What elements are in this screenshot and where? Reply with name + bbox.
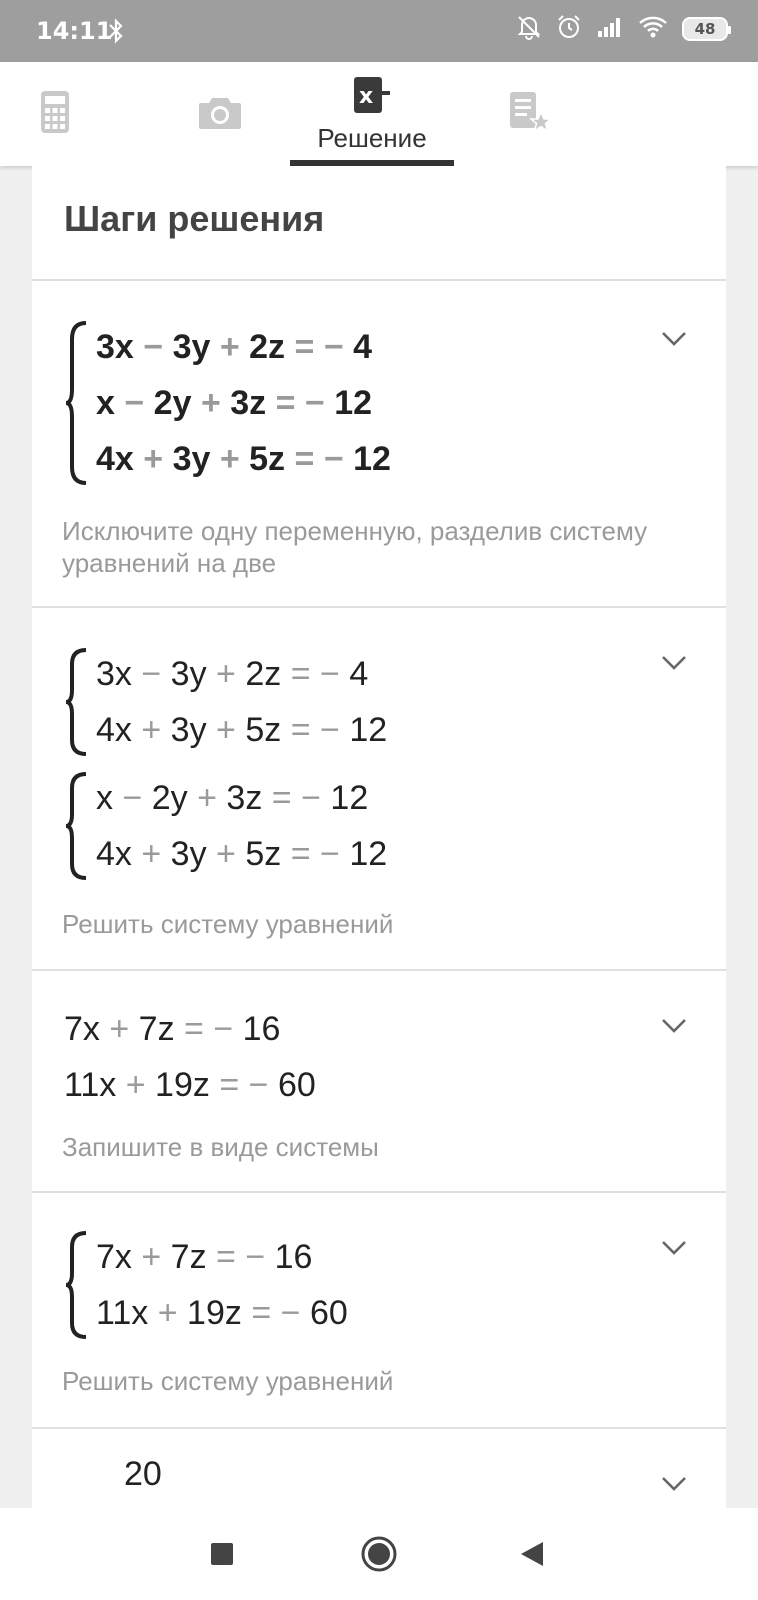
- tab-camera[interactable]: [180, 62, 260, 166]
- bluetooth-icon: [108, 18, 124, 48]
- recents-icon: [209, 1541, 235, 1567]
- brace-icon: [64, 1229, 90, 1341]
- solution-steps-panel: [32, 166, 726, 1508]
- status-time: 14:11: [36, 17, 113, 45]
- chevron-down-icon[interactable]: [660, 324, 688, 352]
- equation: x − 2y + 3z = − 12: [96, 384, 373, 422]
- equation: x − 2y + 3z = − 12: [96, 779, 369, 817]
- brace-icon: [64, 770, 90, 882]
- equation: 4x + 3y + 5z = − 12: [96, 440, 391, 478]
- solution-step[interactable]: [32, 281, 726, 608]
- back-button[interactable]: [512, 1534, 552, 1574]
- step-description: Запишите в виде системы: [62, 1132, 379, 1162]
- equation-system: [64, 770, 387, 882]
- solution-step[interactable]: [32, 1193, 726, 1429]
- panel-header: [32, 166, 726, 281]
- home-button[interactable]: [359, 1534, 399, 1574]
- tab-solution[interactable]: [290, 62, 454, 166]
- back-icon: [519, 1540, 545, 1568]
- brace-icon: [64, 319, 90, 487]
- bookmarks-icon: [508, 90, 552, 138]
- equation-partial: 20: [124, 1455, 162, 1493]
- step-description: Исключите одну переменную, разделив систему уравнений на две: [62, 516, 648, 578]
- alarm-icon: [556, 14, 582, 44]
- battery-icon: 48: [682, 17, 728, 41]
- chevron-down-icon[interactable]: [660, 648, 688, 676]
- calculator-icon: [40, 90, 70, 138]
- wifi-icon: [638, 15, 668, 43]
- solution-icon: [352, 75, 392, 119]
- step-description: Решить систему уравнений: [62, 1366, 394, 1396]
- signal-icon: [596, 15, 624, 43]
- chevron-down-icon[interactable]: [660, 1011, 688, 1039]
- tab-solution-label: Решение: [317, 122, 427, 153]
- tab-bar: [0, 62, 758, 166]
- recents-button[interactable]: [202, 1534, 242, 1574]
- panel-title: Шаги решения: [64, 198, 325, 239]
- brace-icon: [64, 646, 90, 758]
- camera-icon: [198, 94, 242, 134]
- equation: 3x − 3y + 2z = − 4: [96, 328, 373, 366]
- status-bar: [0, 0, 758, 62]
- equation: 4x + 3y + 5z = − 12: [96, 835, 388, 873]
- solution-step[interactable]: [32, 1429, 726, 1508]
- equation: 7x + 7z = − 16: [64, 1010, 281, 1048]
- system-nav-bar: [0, 1508, 758, 1600]
- solution-step[interactable]: [32, 971, 726, 1193]
- mute-icon: [516, 14, 542, 44]
- svg-text:x: x: [359, 83, 374, 109]
- equation-system: [64, 1229, 348, 1341]
- equation: 3x − 3y + 2z = − 4: [96, 655, 369, 693]
- home-icon: [360, 1535, 398, 1573]
- status-icons: [516, 14, 728, 44]
- equation: 11x + 19z = − 60: [96, 1294, 348, 1332]
- solution-step[interactable]: [32, 608, 726, 971]
- chevron-down-icon[interactable]: [660, 1233, 688, 1261]
- tab-calculator[interactable]: [20, 62, 90, 166]
- equation: 11x + 19z = − 60: [64, 1066, 316, 1104]
- equation-list: [64, 1001, 316, 1113]
- equation-system: [64, 319, 391, 487]
- equation: 4x + 3y + 5z = − 12: [96, 711, 388, 749]
- equation-system: [64, 646, 387, 758]
- tab-bookmarks[interactable]: [495, 62, 565, 166]
- chevron-down-icon[interactable]: [660, 1469, 688, 1497]
- equation: 7x + 7z = − 16: [96, 1238, 313, 1276]
- step-description: Решить систему уравнений: [62, 909, 394, 939]
